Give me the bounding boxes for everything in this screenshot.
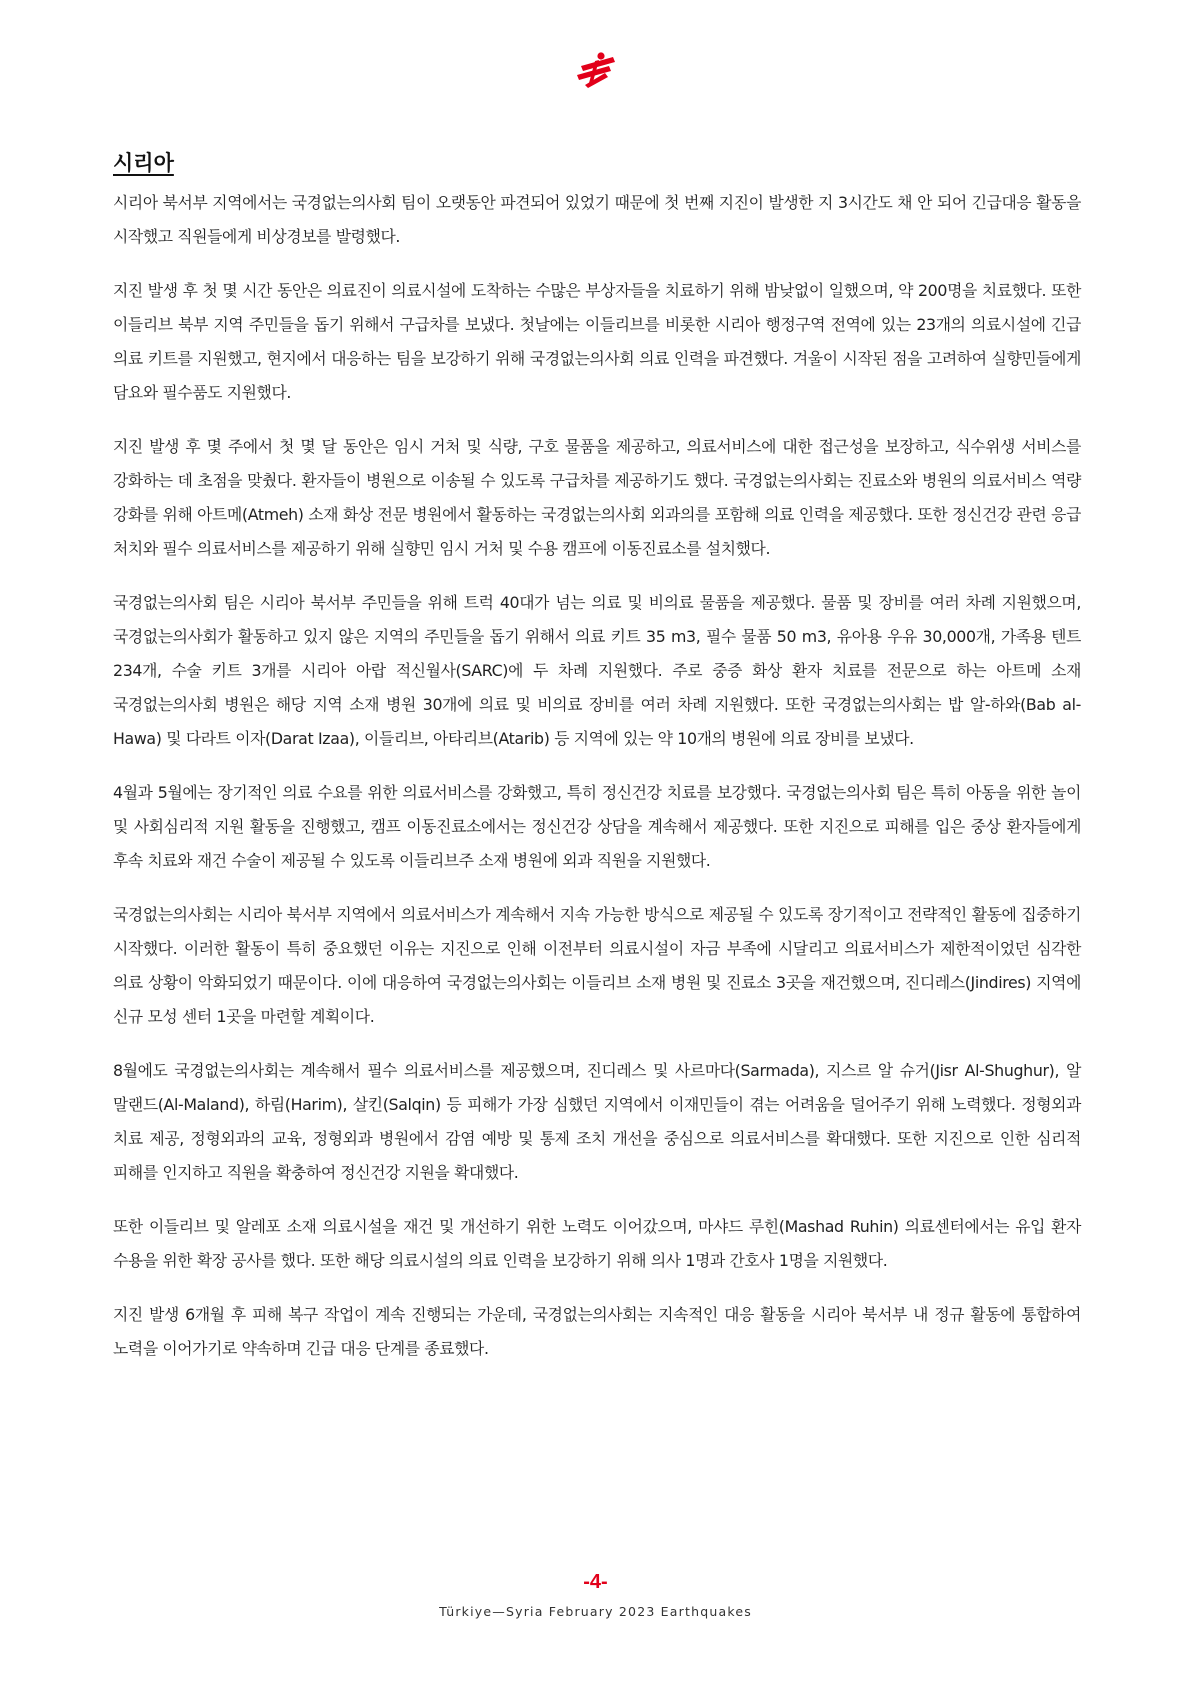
msf-logo-icon (571, 52, 621, 88)
paragraph: 지진 발생 6개월 후 피해 복구 작업이 계속 진행되는 가운데, 국경없는의사회는 지속적인 대응 활동을 시리아 북서부 내 정규 활동에 통합하여 노력을 이어가기로 약속하며 긴급 대응 단계를 종료했다. (113, 1305, 1081, 1358)
page-number: -4- (583, 1571, 608, 1593)
section-title: 시리아 (113, 151, 174, 175)
paragraph: 국경없는의사회는 시리아 북서부 지역에서 의료서비스가 계속해서 지속 가능한 방식으로 제공될 수 있도록 장기적이고 전략적인 활동에 집중하기 시작했다. 이러한 활동이 특히 중요했던 이유는 지진으로 인해 이전부터 의료시설이 자금 부족에 시달리고 의료서비스가 제한적이었던 심각한 의료 상황이 악화되었기 때문이다. 이에 대응하여 국경없는의사회는 이들리브 소재 병원 및 진료소 3곳을 재건했으며, 진디레스(Jindires) 지역에 신규 모성 센터 1곳을 마련할 계획이다. (113, 905, 1081, 1026)
paragraph: 지진 발생 후 몇 주에서 첫 몇 달 동안은 임시 거처 및 식량, 구호 물품을 제공하고, 의료서비스에 대한 접근성을 보장하고, 식수위생 서비스를 강화하는 데 초점을 맞췄다. 환자들이 병원으로 이송될 수 있도록 구급차를 제공하기도 했다. 국경없는의사회는 진료소와 병원의 의료서비스 역량 강화를 위해 아트메(Atmeh) 소재 화상 전문 병원에서 활동하는 국경없는의사회 외과의를 포함해 의료 인력을 제공했다. 또한 정신건강 관련 응급 처치와 필수 의료서비스를 제공하기 위해 실향민 임시 거처 및 수용 캠프에 이동진료소를 설치했다. (113, 437, 1081, 558)
paragraph: 또한 이들리브 및 알레포 소재 의료시설을 재건 및 개선하기 위한 노력도 이어갔으며, 마샤드 루힌(Mashad Ruhin) 의료센터에서는 유입 환자 수용을 위한 확장 공사를 했다. 또한 해당 의료시설의 의료 인력을 보강하기 위해 의사 1명과 간호사 1명을 지원했다. (113, 1217, 1081, 1270)
footer-caption: Türkiye—Syria February 2023 Earthquakes (439, 1604, 752, 1619)
paragraph: 지진 발생 후 첫 몇 시간 동안은 의료진이 의료시설에 도착하는 수많은 부상자들을 치료하기 위해 밤낮없이 일했으며, 약 200명을 치료했다. 또한 이들리브 북부 지역 주민들을 돕기 위해서 구급차를 보냈다. 첫날에는 이들리브를 비롯한 시리아 행정구역 전역에 있는 23개의 의료시설에 긴급 의료 키트를 지원했고, 현지에서 대응하는 팀을 보강하기 위해 국경없는의사회 의료 인력을 파견했다. 겨울이 시작된 점을 고려하여 실향민들에게 담요와 필수품도 지원했다. (113, 281, 1081, 402)
paragraph: 4월과 5월에는 장기적인 의료 수요를 위한 의료서비스를 강화했고, 특히 정신건강 치료를 보강했다. 국경없는의사회 팀은 특히 아동을 위한 놀이 및 사회심리적 지원 활동을 진행했고, 캠프 이동진료소에서는 정신건강 상담을 계속해서 제공했다. 또한 지진으로 피해를 입은 중상 환자들에게 후속 치료와 재건 수술이 제공될 수 있도록 이들리브주 소재 병원에 외과 직원을 지원했다. (113, 783, 1081, 870)
paragraph: 8월에도 국경없는의사회는 계속해서 필수 의료서비스를 제공했으며, 진디레스 및 사르마다(Sarmada), 지스르 알 슈거(Jisr Al-Shughur), 알 말랜드(Al-Maland), 하림(Harim), 살킨(Salqin) 등 피해가 가장 심했던 지역에서 이재민들이 겪는 어려움을 덜어주기 위해 노력했다. 정형외과 치료 제공, 정형외과의 교육, 정형외과 병원에서 감염 예방 및 통제 조치 개선을 중심으로 의료서비스를 확대했다. 또한 지진으로 인한 심리적 피해를 인지하고 직원을 확충하여 정신건강 지원을 확대했다. (113, 1061, 1081, 1182)
paragraph: 시리아 북서부 지역에서는 국경없는의사회 팀이 오랫동안 파견되어 있었기 때문에 첫 번째 지진이 발생한 지 3시간도 채 안 되어 긴급대응 활동을 시작했고 직원들에게 비상경보를 발령했다. (113, 193, 1081, 246)
main-content (113, 148, 1081, 1386)
paragraph: 국경없는의사회 팀은 시리아 북서부 주민들을 위해 트럭 40대가 넘는 의료 및 비의료 물품을 제공했다. 물품 및 장비를 여러 차례 지원했으며, 국경없는의사회가 활동하고 있지 않은 지역의 주민들을 돕기 위해서 의료 키트 35 m3, 필수 물품 50 m3, 유아용 우유 30,000개, 가족용 텐트 234개, 수술 키트 3개를 시리아 아랍 적신월사(SARC)에 두 차례 지원했다. 주로 중증 화상 환자 치료를 전문으로 하는 아트메 소재 국경없는의사회 병원은 해당 지역 소재 병원 30개에 의료 및 비의료 장비를 여러 차례 지원했다. 또한 국경없는의사회는 밥 알-하와(Bab al-Hawa) 및 다라트 이자(Darat Izaa), 이들리브, 아타리브(Atarib) 등 지역에 있는 약 10개의 병원에 의료 장비를 보냈다. (113, 593, 1081, 748)
